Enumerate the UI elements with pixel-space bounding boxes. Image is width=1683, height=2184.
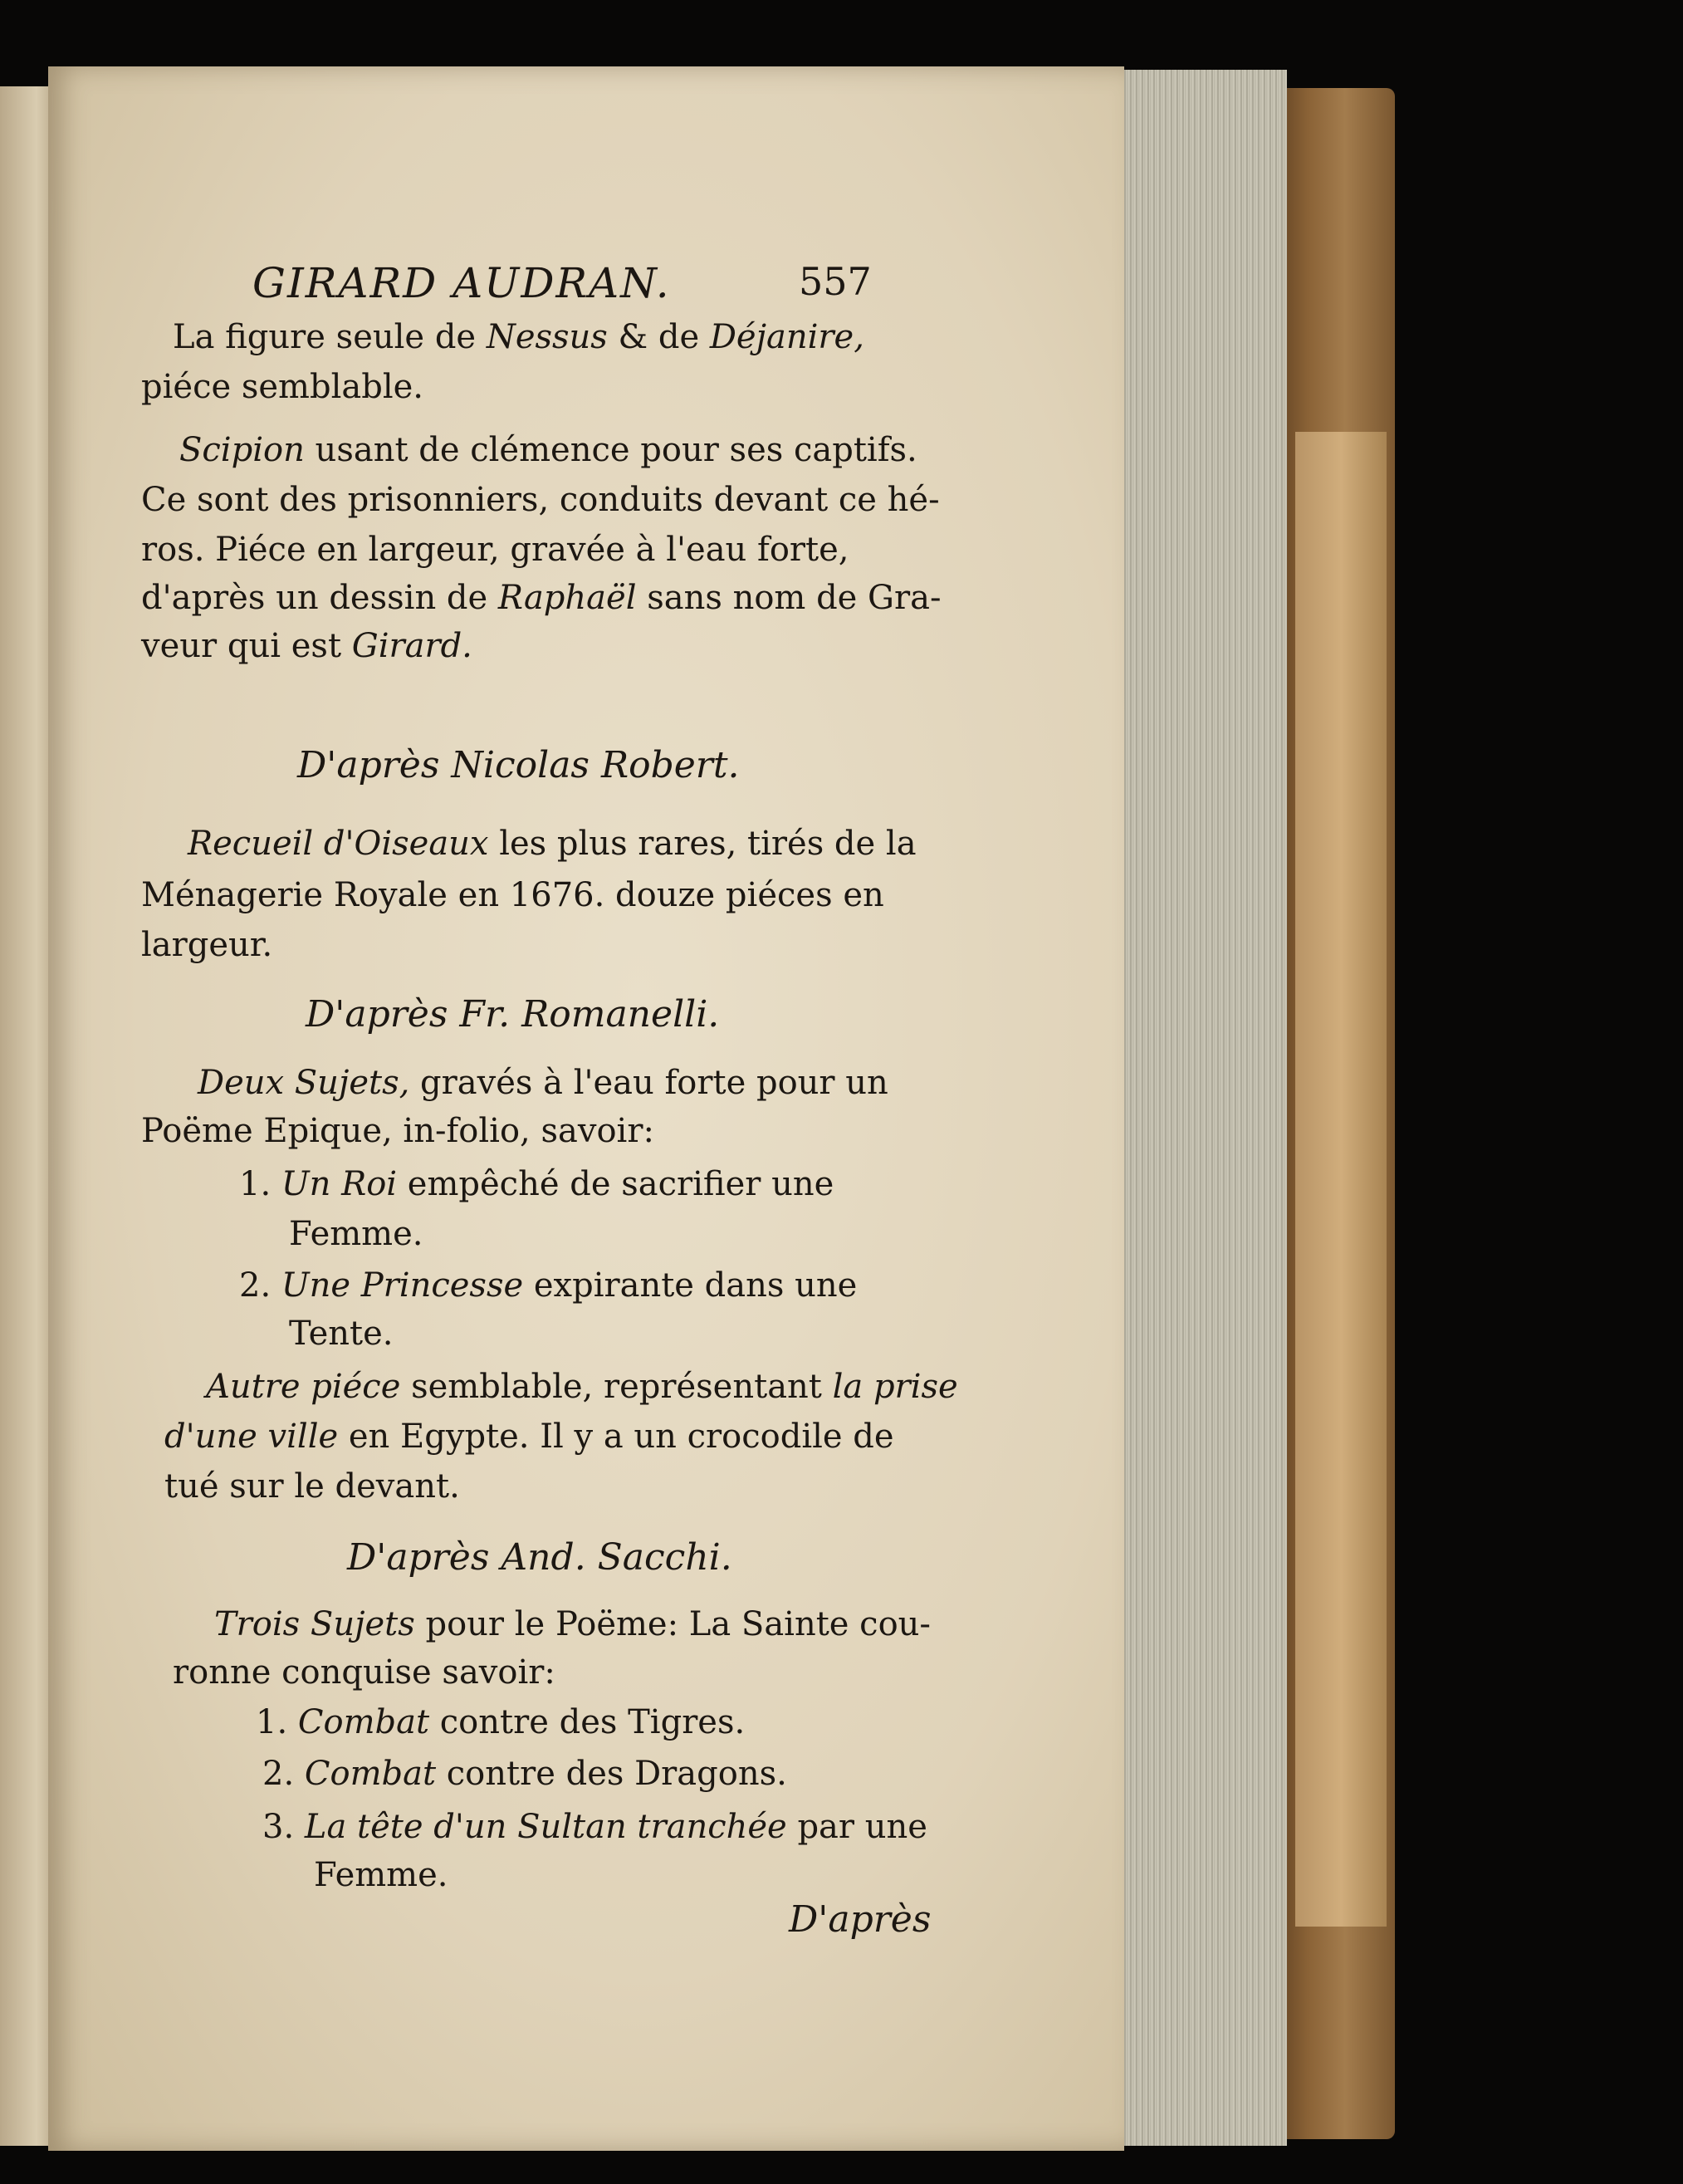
text-run-italic: Une Princesse xyxy=(281,1266,524,1305)
text-run-italic: Autre piéce xyxy=(206,1368,401,1406)
text-run-italic: Scipion xyxy=(179,431,305,469)
text-run: pour le Poëme: La Sainte cou- xyxy=(414,1605,931,1643)
text-line: Femme. xyxy=(314,1856,448,1894)
text-line: piéce semblable. xyxy=(141,368,424,406)
running-head: GIRARD AUDRAN. xyxy=(252,259,671,307)
text-run: contre des Dragons. xyxy=(436,1755,787,1793)
text-line: largeur. xyxy=(141,926,273,964)
list-number: 1. xyxy=(256,1703,288,1741)
text-line xyxy=(214,1603,931,1646)
list-number: 3. xyxy=(262,1808,295,1846)
cover-leather-strip xyxy=(1295,432,1387,1927)
text-run: empêché de sacrifier une xyxy=(397,1165,834,1203)
text-run: & de xyxy=(607,318,710,356)
list-number: 2. xyxy=(262,1755,295,1793)
text-run: contre des Tigres. xyxy=(429,1703,746,1741)
text-line: Femme. xyxy=(289,1215,423,1253)
page-text xyxy=(48,66,1124,2151)
text-run: par une xyxy=(786,1808,927,1846)
list-item xyxy=(262,1752,787,1795)
text-line: Tente. xyxy=(289,1315,394,1353)
list-item xyxy=(239,1163,834,1206)
text-run-italic: Deux Sujets, xyxy=(198,1064,410,1102)
list-item xyxy=(239,1264,857,1307)
text-run: expirante dans une xyxy=(523,1266,858,1305)
text-line: tué sur le devant. xyxy=(164,1467,460,1506)
text-line: ros. Piéce en largeur, gravée à l'eau forte, xyxy=(141,531,849,569)
text-run: usant de clémence pour ses captifs. xyxy=(304,431,917,469)
text-line xyxy=(141,624,472,668)
page-fore-edge xyxy=(1119,70,1287,2146)
text-line xyxy=(206,1365,958,1408)
text-line xyxy=(198,1061,888,1104)
text-run-italic: Nessus xyxy=(486,318,608,356)
text-run-italic: Combat xyxy=(297,1703,430,1741)
text-line xyxy=(141,576,942,619)
text-line: Ce sont des prisonniers, conduits devant ce hé- xyxy=(141,481,940,519)
text-run: gravés à l'eau forte pour un xyxy=(409,1064,888,1102)
list-item xyxy=(256,1701,745,1744)
section-heading: D'après Fr. Romanelli. xyxy=(306,993,720,1036)
list-item xyxy=(262,1805,927,1849)
text-run: sans nom de Gra- xyxy=(636,579,942,617)
text-run-italic: Girard. xyxy=(351,627,472,665)
list-number: 1. xyxy=(239,1165,272,1203)
list-number: 2. xyxy=(239,1266,272,1305)
text-run: d'après un dessin de xyxy=(141,579,498,617)
catchword: D'après xyxy=(789,1898,932,1941)
section-heading: D'après Nicolas Robert. xyxy=(297,744,740,786)
book-page xyxy=(48,66,1124,2151)
text-line xyxy=(188,822,917,865)
text-run: semblable, représentant xyxy=(400,1368,833,1406)
text-run: les plus rares, tirés de la xyxy=(488,825,917,863)
text-line xyxy=(173,316,864,359)
text-run-italic: Raphaël xyxy=(497,579,637,617)
text-run: veur qui est xyxy=(141,627,352,665)
text-line xyxy=(179,428,917,472)
text-run-italic: Recueil d'Oiseaux xyxy=(188,825,489,863)
text-line: Poëme Epique, in-folio, savoir: xyxy=(141,1112,654,1150)
text-run-italic: Déjanire, xyxy=(709,318,864,356)
section-heading: D'après And. Sacchi. xyxy=(347,1536,732,1579)
text-line: Ménagerie Royale en 1676. douze piéces en xyxy=(141,876,884,914)
text-run-italic: La tête d'un Sultan tranchée xyxy=(304,1808,787,1846)
text-line xyxy=(164,1415,894,1458)
text-run-italic: d'une ville xyxy=(164,1418,339,1456)
text-run-italic: Combat xyxy=(304,1755,437,1793)
text-line: ronne conquise savoir: xyxy=(173,1653,555,1692)
text-run-italic: Un Roi xyxy=(281,1165,398,1203)
text-run-italic: Trois Sujets xyxy=(214,1605,415,1643)
text-run: La figure seule de xyxy=(173,318,487,356)
text-run: en Egypte. Il y a un crocodile de xyxy=(338,1418,894,1456)
text-run-italic: la prise xyxy=(832,1368,958,1406)
page-number: 557 xyxy=(799,259,872,304)
